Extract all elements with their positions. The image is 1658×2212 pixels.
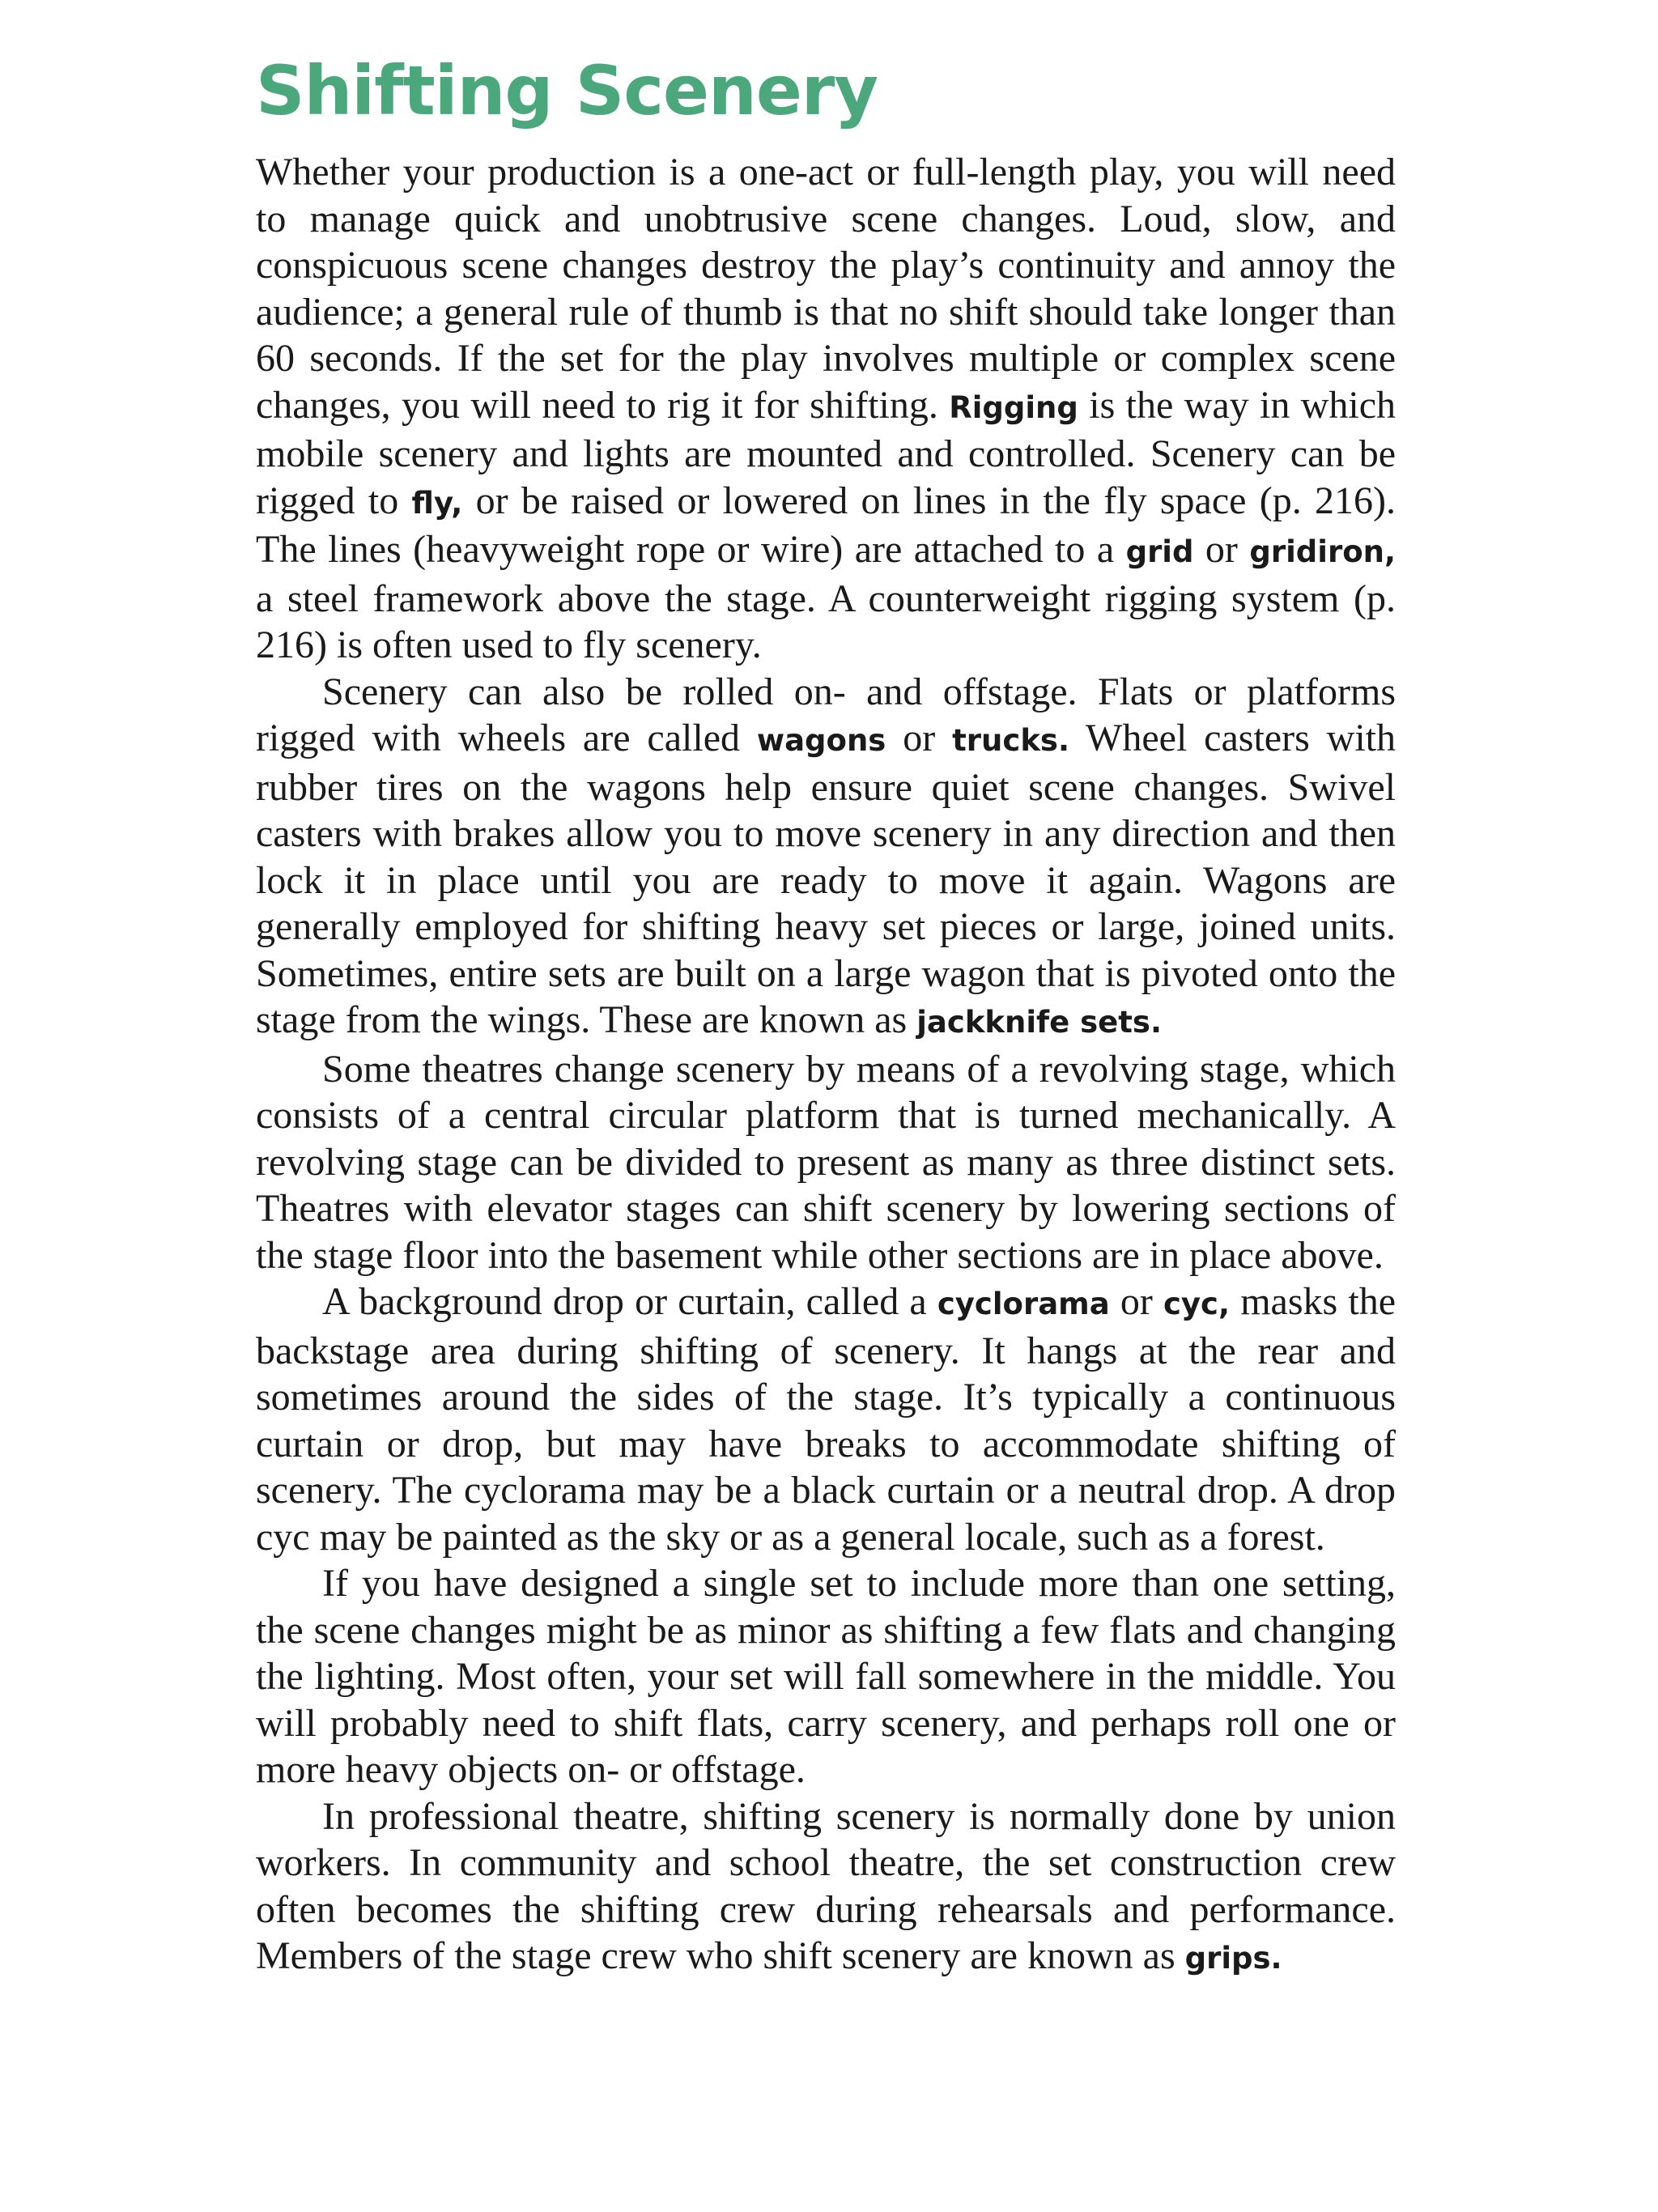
paragraph-text: is the way in which mobile scenery and lights are mounted and controlled. Scenery can be rigged to <box>256 383 1397 522</box>
key-term: grips. <box>1184 1941 1282 1976</box>
key-term: jackknife sets. <box>916 1005 1163 1040</box>
section-title: Shifting Scenery <box>256 51 878 130</box>
paragraph-text: or be raised or lowered on lines in the fly space (p. 216). The lines (heavyweight rope or wire) are attached to a <box>256 479 1396 571</box>
body-text <box>256 149 1396 1982</box>
paragraph-text: a steel framework above the stage. A counterweight rigging system (p. 216) is often used to fly scenery. <box>256 576 1396 666</box>
key-term: cyc, <box>1163 1287 1231 1321</box>
paragraph <box>256 149 1396 669</box>
paragraph-text: or <box>1109 1280 1163 1323</box>
paragraph-text: Some theatres change scenery by means of a revolving stage, which consists of a central circular platform that is turned mechanically. A revolving stage can be divided to present as many as three distinct sets. Theatres with elevator stages can shift scenery by lowering sections of the stage floor into the basement while other sections are in place above. <box>256 1047 1396 1277</box>
paragraph-text: If you have designed a single set to include more than one setting, the scene changes might be as minor as shifting a few flats and changing the lighting. Most often, your set will fall somewhere in the middle. You will probably need to shift flats, carry scenery, and perhaps roll one or more heavy objects on- or offstage. <box>256 1562 1396 1791</box>
paragraph <box>256 669 1396 1046</box>
paragraph <box>256 1046 1396 1279</box>
paragraph-text: Scenery can also be rolled on- and offstage. Flats or platforms rigged with wheels are called <box>256 670 1396 759</box>
key-term: Rigging <box>949 389 1078 425</box>
paragraph-text: masks the backstage area during shifting of scenery. It hangs at the rear and sometimes around the sides of the stage. It’s typically a continuous curtain or drop, but may have breaks to accommodate shifting of scenery. The cyclorama may be a black curtain or a neutral drop. A drop cyc may be painted as the sky or as a general locale, such as a forest. <box>256 1280 1397 1559</box>
paragraph-text: or <box>886 717 953 759</box>
key-term: cyclorama <box>937 1287 1110 1321</box>
paragraph-text: or <box>1193 528 1250 571</box>
paragraph-text: Whether your production is a one-act or full-length play, you will need to manage quick and unobtrusive scene changes. Loud, slow, and conspicuous scene changes destroy the play’s continuity and annoy the audience; a general rule of thumb is that no shift should take longer than 60 seconds. If the set for the play involves multiple or complex scene changes, you will need to rig it for shifting. <box>256 151 1396 427</box>
key-term: wagons <box>756 723 886 758</box>
key-term: gridiron, <box>1249 534 1397 569</box>
paragraph <box>256 1560 1396 1793</box>
key-term: grid <box>1125 534 1194 569</box>
paragraph <box>256 1793 1396 1982</box>
paragraph-text: A background drop or curtain, called a <box>322 1280 937 1323</box>
paragraph <box>256 1278 1396 1560</box>
paragraph-text: Wheel casters with rubber tires on the wagons help ensure quiet scene changes. Swivel casters with brakes allow you to move scenery in any direction and then lock it in place until you are ready to move it again. Wagons are generally employed for shifting heavy set pieces or large, joined units. Sometimes, entire sets are built on a large wagon that is pivoted onto the stage from the wings. These are known as <box>256 717 1397 1041</box>
key-term: fly, <box>411 485 463 521</box>
key-term: trucks. <box>952 723 1070 758</box>
page <box>256 42 1396 1982</box>
paragraph-text: In professional theatre, shifting scenery is normally done by union workers. In community and school theatre, the set construction crew often becomes the shifting crew during rehearsals and performance. Members of the stage crew who shift scenery are known as <box>256 1794 1396 1977</box>
